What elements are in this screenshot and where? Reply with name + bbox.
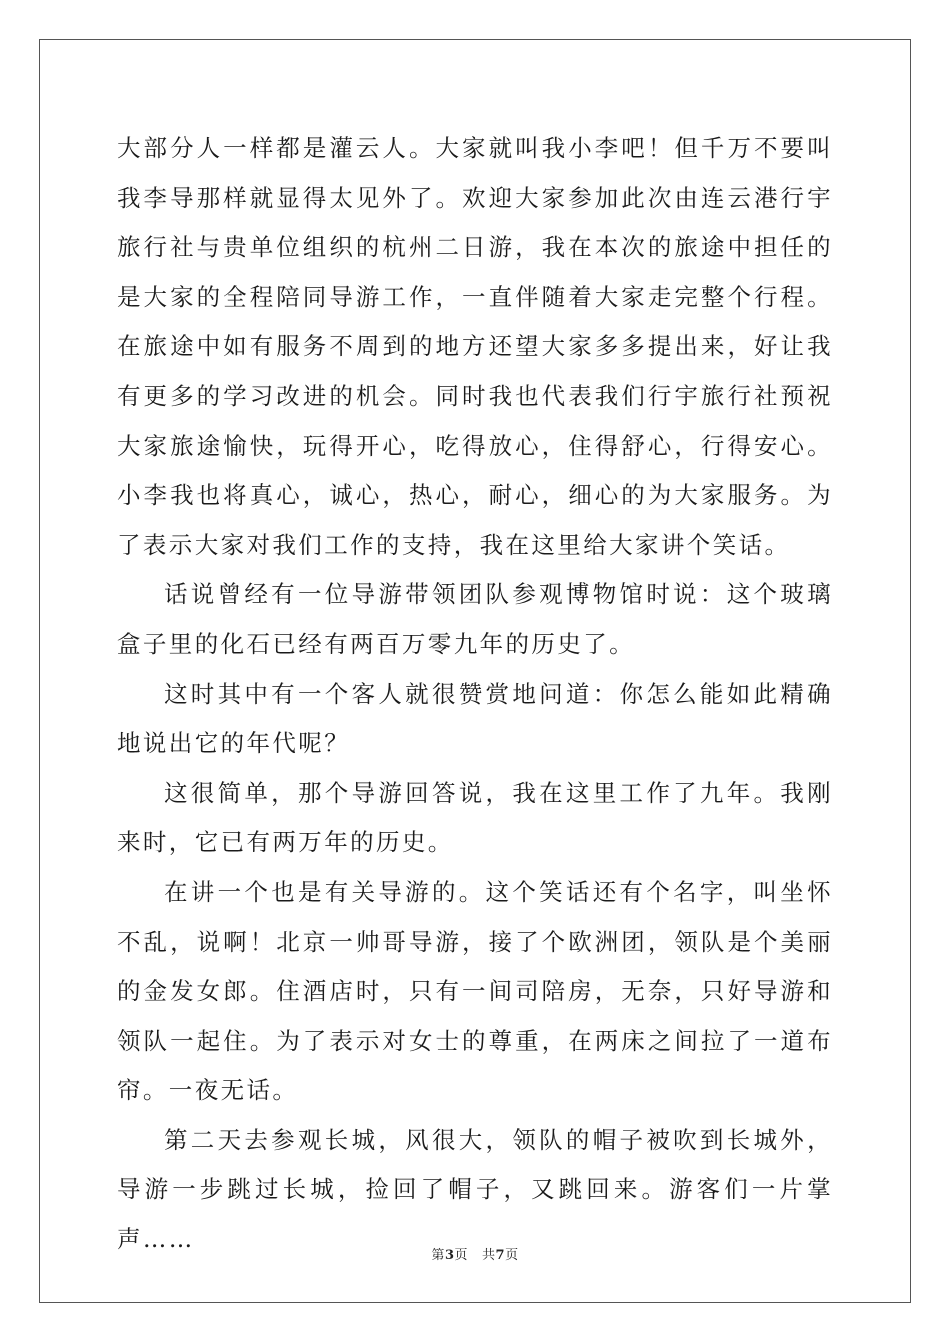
paragraph-1: 大部分人一样都是灌云人。大家就叫我小李吧！但千万不要叫我李导那样就显得太见外了。欢迎大家参加此次由连云港行宇旅行社与贵单位组织的杭州二日游，我在本次的旅途中担任的是大家的全程陪同导游工作，一直伴随着大家走完整个行程。在旅途中如有服务不周到的地方还望大家多多提出来，好让我有更多的学习改进的机会。同时我也代表我们行宇旅行社预祝大家旅途愉快，玩得开心，吃得放心，住得舒心，行得安心。小李我也将真心，诚心，热心，耐心，细心的为大家服务。为了表示大家对我们工作的支持，我在这里给大家讲个笑话。: [117, 134, 833, 559]
paragraph-4: 这很简单，那个导游回答说，我在这里工作了九年。我刚来时，它已有两万年的历史。: [117, 778, 833, 857]
paragraph-2: 话说曾经有一位导游带领团队参观博物馆时说：这个玻璃盒子里的化石已经有两百万零九年的历史了。: [117, 580, 833, 658]
page-suffix: 页: [454, 1248, 468, 1263]
paragraph-3: 这时其中有一个客人就很赞赏地问道：你怎么能如此精确地说出它的年代呢？: [117, 679, 833, 758]
document-body: [117, 124, 833, 1265]
paragraph-5: 在讲一个也是有关导游的。这个笑话还有个名字，叫坐怀不乱，说啊！北京一帅哥导游，接了个欧洲团，领队是个美丽的金发女郎。住酒店时，只有一间司陪房，无奈，只好导游和领队一起住。为了表示对女士的尊重，在两床之间拉了一道布帘。一夜无话。: [117, 877, 833, 1105]
total-pages-label: [482, 1248, 519, 1263]
total-prefix: 共: [482, 1248, 496, 1263]
page-number: 3: [444, 1248, 455, 1263]
page-prefix: 第: [431, 1248, 445, 1263]
page-number-label: [431, 1248, 468, 1263]
page-footer: [0, 1244, 950, 1263]
paragraph-6: 第二天去参观长城，风很大，领队的帽子被吹到长城外，导游一步跳过长城，捡回了帽子，又跳回来。游客们一片掌声……: [117, 1125, 833, 1254]
total-suffix: 页: [505, 1248, 519, 1263]
total-pages: 7: [495, 1248, 506, 1263]
